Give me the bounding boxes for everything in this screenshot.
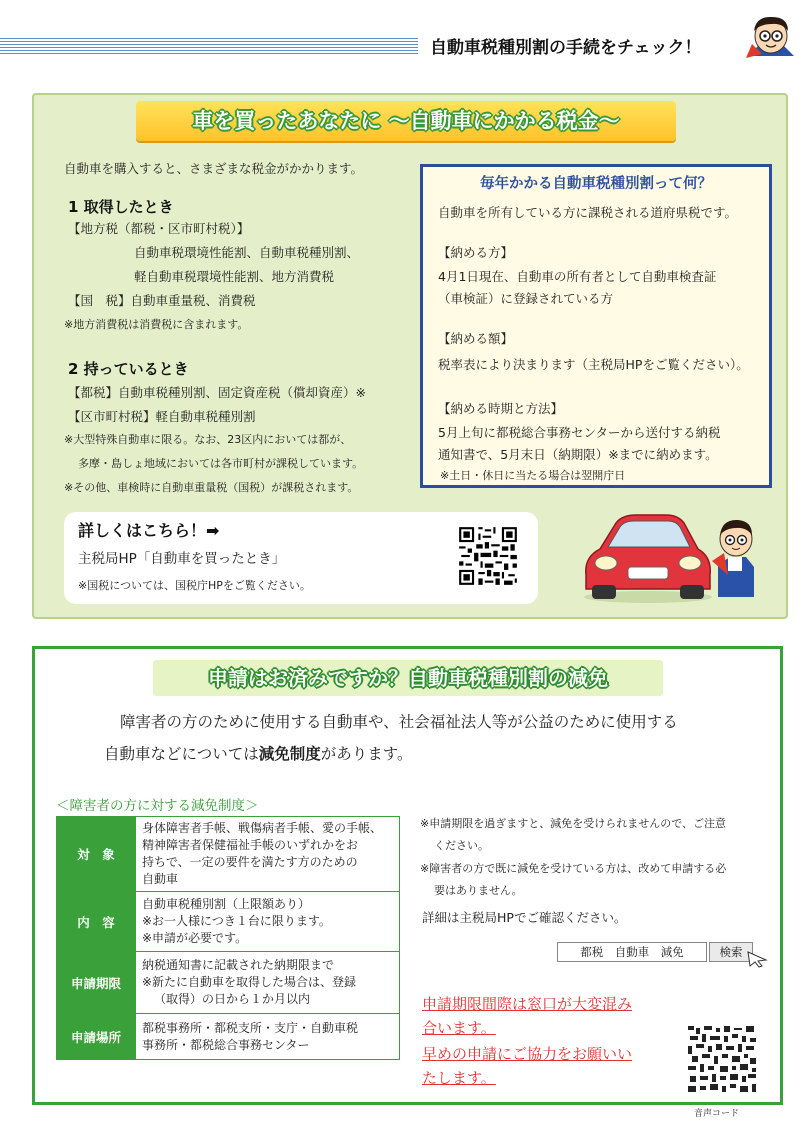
table-value-line: 都税事務所・都税支所・支庁・自動車税: [142, 1020, 359, 1035]
lead2-text: 自動車などについては: [104, 745, 259, 763]
reduction-table-title: ＜障害者の方に対する減免制度＞: [56, 798, 259, 814]
reduction-note: 要はありません。: [434, 884, 523, 897]
owning-heading: 2 持っているとき: [68, 360, 189, 378]
table-value-line: 自動車税種別割（上限額あり）: [142, 897, 311, 911]
detail-instruction: 詳細は主税局HPでご確認ください。: [422, 910, 627, 925]
qr-code-icon[interactable]: [457, 525, 519, 587]
owning-note: ※大型特殊自動車に限る。なお、23区内においては都が、: [64, 433, 352, 446]
table-row: [57, 1014, 400, 1060]
acquire-line: 自動車税環境性能割、自動車税種別割、: [134, 245, 360, 260]
search-button[interactable]: 検索: [709, 942, 753, 962]
lead2-text: があります。: [320, 745, 413, 763]
section2-title-ribbon: [153, 660, 663, 696]
table-value: [136, 1014, 400, 1060]
table-value-line: 自動車: [142, 872, 179, 886]
table-value: [136, 817, 400, 892]
warning-line: 申請期限間際は窓口が大変混み: [422, 995, 633, 1013]
table-value-line: （取得）の日から１か月以内: [154, 992, 311, 1006]
table-key: 申請期限: [57, 952, 136, 1014]
section2-lead-line2: [104, 742, 412, 764]
info-box-line: 【納める額】: [438, 331, 514, 346]
warning-line: 合います。: [422, 1019, 496, 1037]
voice-code-icon: [686, 1024, 758, 1096]
table-row: [57, 817, 400, 892]
search-terms-box[interactable]: 都税 自動車 減免: [557, 942, 707, 962]
table-row: [57, 952, 400, 1014]
section2-title: 申請はお済みですか？自動車税種別割の減免: [208, 666, 608, 690]
warning-line: 早めの申請にご協力をお願いい: [422, 1045, 633, 1063]
table-key: 対 象: [57, 817, 136, 892]
table-row: [57, 892, 400, 952]
info-box-line: 通知書で、5月末日（納期限）※までに納めます。: [438, 447, 718, 462]
table-value-line: 事務所・都税総合事務センター: [142, 1037, 310, 1052]
table-value: [136, 952, 400, 1014]
table-value-line: ※新たに自動車を取得した場合は、登録: [142, 975, 357, 989]
reduction-note: ください。: [434, 839, 489, 852]
acquire-line: 軽自動車税環境性能割、地方消費税: [134, 269, 335, 284]
info-box-line: 4月1日現在、自動車の所有者として自動車検査証: [438, 269, 717, 284]
info-box-line: 自動車を所有している方に課税される道府県税です。: [438, 205, 738, 220]
warning-line: たします。: [422, 1069, 496, 1087]
section1-title-ribbon: [136, 101, 676, 141]
detail-heading: 詳しくはこちら！➡: [78, 521, 220, 540]
acquire-line: 【地方税（都税・区市町村税）】: [68, 221, 250, 236]
voice-code-label: 音声コード: [694, 1109, 740, 1119]
table-value-line: 身体障害者手帳、戦傷病者手帳、愛の手帳、: [142, 821, 383, 835]
owning-note: ※その他、車検時に自動車重量税（国税）が課税されます。: [64, 481, 359, 494]
mascot-head-icon: [744, 14, 796, 64]
section1-intro: 自動車を購入すると、さまざまな税金がかかります。: [64, 161, 364, 176]
table-value-line: ※申請が必要です。: [142, 931, 248, 945]
table-key: 申請場所: [57, 1014, 136, 1060]
table-value: [136, 892, 400, 952]
info-box-line: （車検証）に登録されている方: [438, 291, 614, 306]
reduction-note: ※障害者の方で既に減免を受けている方は、改めて申請する必: [420, 862, 727, 875]
detail-note: ※国税については、国税庁HPをご覧ください。: [78, 579, 311, 592]
table-value-line: 精神障害者保健福祉手帳のいずれかをお: [142, 838, 359, 852]
table-value-line: 納税通知書に記載された納期限まで: [142, 958, 335, 972]
owning-line: 【区市町村税】軽自動車税種別割: [68, 409, 256, 424]
reduction-note: ※申請期限を過ぎますと、減免を受けられませんので、ご注意: [420, 817, 726, 830]
reduction-table: [56, 816, 400, 1060]
acquire-line: 【国 税】自動車重量税、消費税: [68, 293, 256, 308]
info-box-line: 【納める方】: [438, 245, 514, 260]
cursor-arrow-icon: [744, 950, 770, 968]
page-header-title: 自動車税種別割の手続をチェック！: [430, 38, 702, 58]
section1-title: 車を買ったあなたに ～自動車にかかる税金～: [192, 109, 620, 133]
info-box-note: ※土日・休日に当たる場合は翌開庁日: [440, 469, 626, 482]
lead2-bold-text: 減免制度: [258, 745, 321, 763]
table-value-line: 持ちで、一定の要件を満たす方のための: [142, 855, 358, 869]
section2-lead-line1: 障害者の方のために使用する自動車や、社会福祉法人等が公益のために使用する: [120, 713, 678, 731]
table-key: 内 容: [57, 892, 136, 952]
header-decorative-lines: [0, 38, 418, 54]
info-box-line: 税率表により決まります（主税局HPをご覧ください）。: [438, 357, 749, 372]
car-mascot-illustration: [578, 505, 758, 605]
table-value-line: ※お一人様につき１台に限ります。: [142, 914, 331, 928]
acquire-note: ※地方消費税は消費税に含まれます。: [64, 318, 249, 331]
acquire-heading: 1 取得したとき: [68, 198, 174, 216]
detail-link[interactable]: 主税局HP「自動車を買ったとき」: [78, 551, 286, 567]
info-box-line: 5月上旬に都税総合事務センターから送付する納税: [438, 425, 721, 440]
owning-line: 【都税】自動車税種別割、固定資産税（償却資産）※: [68, 385, 366, 400]
info-box-title: 毎年かかる自動車税種別割って何？: [480, 176, 712, 192]
owning-note: 多摩・島しょ地域においては各市町村が課税しています。: [78, 457, 364, 470]
info-box-line: 【納める時期と方法】: [438, 401, 564, 416]
